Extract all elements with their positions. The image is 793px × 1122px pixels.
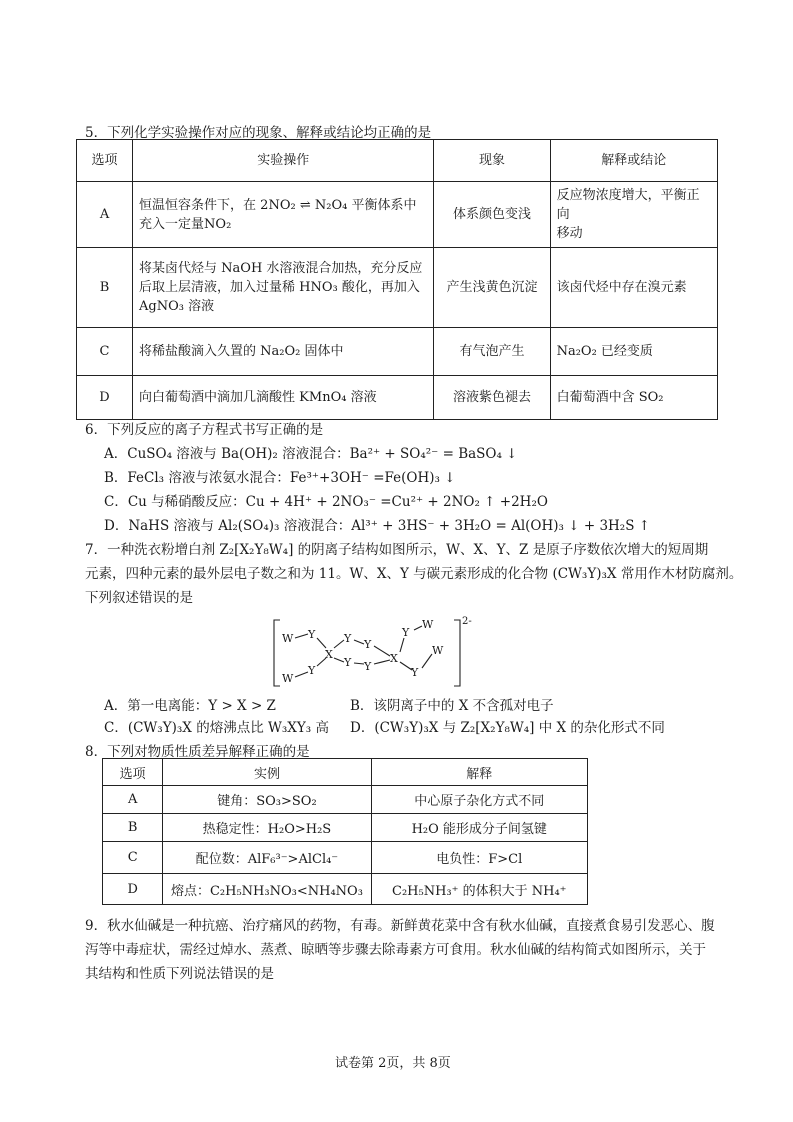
- table-row: [103, 842, 588, 874]
- q5-row-phenomenon: 有气泡产生: [434, 328, 550, 376]
- atom-x: X: [325, 648, 333, 661]
- q6-option-d: D．NaHS 溶液与 Al₂(SO₄)₃ 溶液混合：Al³⁺ + 3HS⁻ + 3H₂O = Al(OH)₃ ↓ + 3H₂S ↑: [104, 518, 651, 534]
- q7-option-c: C．(CW₃Y)₃X 的熔沸点比 W₃XY₃ 高: [104, 720, 330, 736]
- operation-line: AgNO₃ 溶液: [139, 299, 215, 314]
- q9-stem-line: 其结构和性质下列说法错误的是: [85, 966, 274, 982]
- operation-line: 恒温恒容条件下，在 2NO₂ ⇌ N₂O₄ 平衡体系中: [139, 197, 417, 213]
- operation-line: 将某卤代烃与 NaOH 水溶液混合加热，充分反应: [139, 261, 423, 276]
- q5-row-conclusion: Na₂O₂ 已经变质: [550, 328, 717, 376]
- q5-header-operation: 实验操作: [133, 140, 434, 182]
- atom-y: Y: [364, 638, 372, 651]
- q8-row-example: 配位数：AlF₆³⁻>AlCl₄⁻: [163, 842, 371, 874]
- table-row: [77, 182, 718, 248]
- q8-row-option: C: [103, 842, 163, 874]
- atom-y: Y: [308, 664, 316, 677]
- table-row: [77, 248, 718, 328]
- atom-y: Y: [364, 660, 372, 673]
- q7-option-d: D．(CW₃Y)₃X 与 Z₂[X₂Y₈W₄] 中 X 的杂化形式不同: [350, 720, 665, 736]
- atom-x: X: [390, 652, 398, 665]
- q5-row-operation: [133, 248, 434, 328]
- q7-anion-structure: [268, 614, 476, 692]
- q8-row-explanation: C₂H₅NH₃⁺ 的体积大于 NH₄⁺: [371, 874, 587, 905]
- left-bracket: [274, 620, 280, 686]
- table-header-row: [77, 140, 718, 182]
- q5-row-phenomenon: 溶液紫色褪去: [434, 376, 550, 420]
- q5-row-phenomenon: 产生浅黄色沉淀: [434, 248, 550, 328]
- q7-option-a: A．第一电离能：Y > X > Z: [104, 698, 276, 714]
- q8-table: [102, 758, 588, 905]
- q5-stem: 5．下列化学实验操作对应的现象、解释或结论均正确的是: [85, 125, 432, 141]
- q6-option-b: B．FeCl₃ 溶液与浓氨水混合：Fe³⁺+3OH⁻ =Fe(OH)₃ ↓: [104, 470, 456, 486]
- atom-w: W: [422, 618, 434, 631]
- q5-row-option: D: [77, 376, 133, 420]
- anion-charge: 2-: [462, 616, 472, 627]
- table-row: [103, 786, 588, 814]
- q5-header-phenomenon: 现象: [434, 140, 550, 182]
- q5-header-option: 选项: [77, 140, 133, 182]
- q7-stem-line: 7．一种洗衣粉增白剂 Z₂[X₂Y₈W₄] 的阴离子结构如图所示，W、X、Y、Z 是原子序数依次增大的短周期: [85, 542, 709, 558]
- atom-y: Y: [344, 632, 352, 645]
- right-bracket: [454, 620, 460, 686]
- operation-line: 后取上层清液，加入过量稀 HNO₃ 酸化，再加入: [139, 280, 420, 295]
- q8-row-explanation: H₂O 能形成分子间氢键: [371, 814, 587, 842]
- atom-y: Y: [308, 628, 316, 641]
- q9-stem-line: 9．秋水仙碱是一种抗癌、治疗痛风的药物，有毒。新鲜黄花菜中含有秋水仙碱，直接煮食易引发恶心、腹: [85, 918, 715, 934]
- q8-row-example: 熔点：C₂H₅NH₃NO₃<NH₄NO₃: [163, 874, 371, 905]
- q6-stem: 6．下列反应的离子方程式书写正确的是: [85, 422, 324, 438]
- atom-y: Y: [402, 626, 410, 639]
- q8-header-explanation: 解释: [371, 759, 587, 786]
- q5-row-option: A: [77, 182, 133, 248]
- q8-header-example: 实例: [163, 759, 371, 786]
- q8-row-explanation: 中心原子杂化方式不同: [371, 786, 587, 814]
- q5-row-operation: 将稀盐酸滴入久置的 Na₂O₂ 固体中: [133, 328, 434, 376]
- q5-row-conclusion: 该卤代烃中存在溴元素: [550, 248, 717, 328]
- q5-row-conclusion: [550, 182, 717, 248]
- q8-row-option: B: [103, 814, 163, 842]
- q5-table: [76, 139, 718, 420]
- q5-row-phenomenon: 体系颜色变浅: [434, 182, 550, 248]
- atom-y: Y: [411, 666, 419, 679]
- table-row: [103, 814, 588, 842]
- q5-row-option: B: [77, 248, 133, 328]
- q7-option-b: B．该阴离子中的 X 不含孤对电子: [350, 698, 554, 714]
- q5-header-conclusion: 解释或结论: [550, 140, 717, 182]
- q5-row-conclusion: 白葡萄酒中含 SO₂: [550, 376, 717, 420]
- q7-stem-line: 下列叙述错误的是: [85, 590, 193, 606]
- table-row: [103, 874, 588, 905]
- q6-option-a: A．CuSO₄ 溶液与 Ba(OH)₂ 溶液混合：Ba²⁺ + SO₄²⁻ = BaSO₄ ↓: [104, 446, 518, 462]
- q8-stem: 8．下列对物质性质差异解释正确的是: [85, 744, 310, 760]
- table-header-row: [103, 759, 588, 786]
- table-row: [77, 328, 718, 376]
- atom-w: W: [282, 632, 294, 645]
- conclusion-line: 反应物浓度增大，平衡正向: [556, 188, 700, 222]
- q8-row-explanation: 电负性：F>Cl: [371, 842, 587, 874]
- atom-w: W: [282, 672, 294, 685]
- q9-stem: [85, 914, 715, 986]
- q8-header-option: 选项: [103, 759, 163, 786]
- operation-line: 充入一定量NO₂: [139, 216, 232, 232]
- conclusion-line: 移动: [556, 226, 583, 241]
- atom-y: Y: [344, 656, 352, 669]
- q8-row-option: A: [103, 786, 163, 814]
- table-row: [77, 376, 718, 420]
- q7-stem-line: 元素，四种元素的最外层电子数之和为 11。W、X、Y 与碳元素形成的化合物 (CW₃Y)₃X 常用作木材防腐剂。: [85, 566, 743, 582]
- page-footer: 试卷第 2页，共 8页: [335, 1056, 451, 1071]
- q8-row-example: 键角：SO₃>SO₂: [163, 786, 371, 814]
- q5-row-operation: [133, 182, 434, 248]
- q5-row-operation: 向白葡萄酒中滴加几滴酸性 KMnO₄ 溶液: [133, 376, 434, 420]
- q9-stem-line: 泻等中毒症状，需经过焯水、蒸煮、晾晒等步骤去除毒素方可食用。秋水仙碱的结构简式如图所示，关于: [85, 942, 706, 958]
- q8-row-option: D: [103, 874, 163, 905]
- q8-row-example: 热稳定性：H₂O>H₂S: [163, 814, 371, 842]
- q6-option-c: C．Cu 与稀硝酸反应：Cu + 4H⁺ + 2NO₃⁻ =Cu²⁺ + 2NO₂ ↑ +2H₂O: [104, 494, 548, 510]
- q5-row-option: C: [77, 328, 133, 376]
- atom-w: W: [432, 644, 444, 657]
- q7-stem: [85, 538, 742, 610]
